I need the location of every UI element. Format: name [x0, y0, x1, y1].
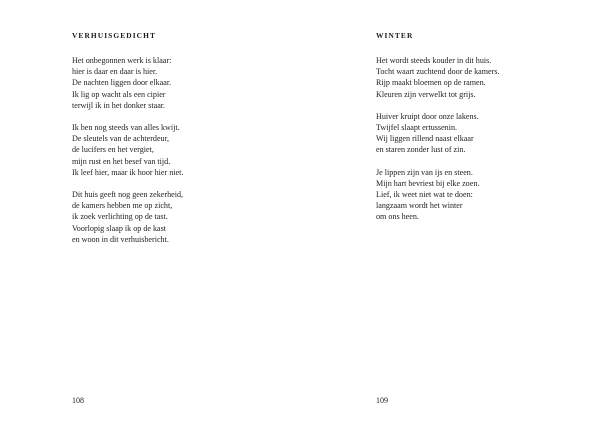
poem-line: de kamers hebben me op zicht, — [72, 201, 173, 211]
poem-line: De sleutels van de achterdeur, — [72, 134, 169, 144]
poem-line: Kleuren zijn verwelkt tot grijs. — [376, 89, 476, 99]
poem-body — [376, 55, 500, 234]
poem-line: mijn rust en het besef van tijd. — [72, 156, 171, 166]
poem-line: langzaam wordt het winter — [376, 201, 463, 211]
stanza — [72, 122, 183, 178]
poem-line: De nachten liggen door elkaar. — [72, 78, 172, 88]
poem-line: ik zoek verlichting op de tast. — [72, 212, 168, 222]
poem-line: Lief, ik weet niet wat te doen: — [376, 190, 473, 200]
poem-line: Huiver kruipt door onze lakens. — [376, 111, 479, 121]
poem-line: Ik leef hier, maar ik hoor hier niet. — [72, 167, 184, 177]
stanza — [376, 111, 500, 156]
poem-line: Het wordt steeds kouder in dit huis. — [376, 56, 492, 65]
poem-line: om ons heen. — [376, 212, 419, 222]
poem-line: en staren zonder lust of zin. — [376, 145, 466, 155]
poem-title: VERHUISGEDICHT — [72, 31, 156, 40]
page-number: 108 — [72, 396, 84, 405]
page-number: 109 — [376, 396, 388, 405]
poem-line: hier is daar en daar is hier. — [72, 67, 158, 77]
poem-line: Tocht waart zuchtend door de kamers. — [376, 67, 500, 77]
poem-line: Voorlopig slaap ik op de kast — [72, 223, 167, 233]
poem-line: de lucifers en het vergiet, — [72, 145, 154, 155]
poem-line: en woon in dit verhuisbericht. — [72, 234, 169, 244]
right-page — [300, 0, 600, 432]
poem-line: Je lippen zijn van ijs en steen. — [376, 167, 473, 177]
poem-line: Ik lig op wacht als een cipier — [72, 89, 166, 99]
poem-line: Dit huis geeft nog geen zekerheid, — [72, 190, 184, 200]
stanza — [376, 167, 500, 223]
stanza — [376, 55, 500, 100]
poem-line: Ik ben nog steeds van alles kwijt. — [72, 123, 180, 133]
poem-title: WINTER — [376, 31, 414, 40]
poem-line: Wij liggen rillend naast elkaar — [376, 134, 474, 144]
poem-line: Rijp maakt bloemen op de ramen. — [376, 78, 486, 88]
poem-line: Mijn hart bevriest bij elke zoen. — [376, 178, 480, 188]
poem-line: terwijl ik in het donker staar. — [72, 100, 166, 110]
poem-line: Het onbegonnen werk is klaar: — [72, 56, 172, 65]
stanza — [72, 55, 183, 111]
poem-body — [72, 55, 183, 256]
poem-line: Twijfel slaapt ertussenin. — [376, 123, 458, 133]
stanza — [72, 189, 183, 245]
